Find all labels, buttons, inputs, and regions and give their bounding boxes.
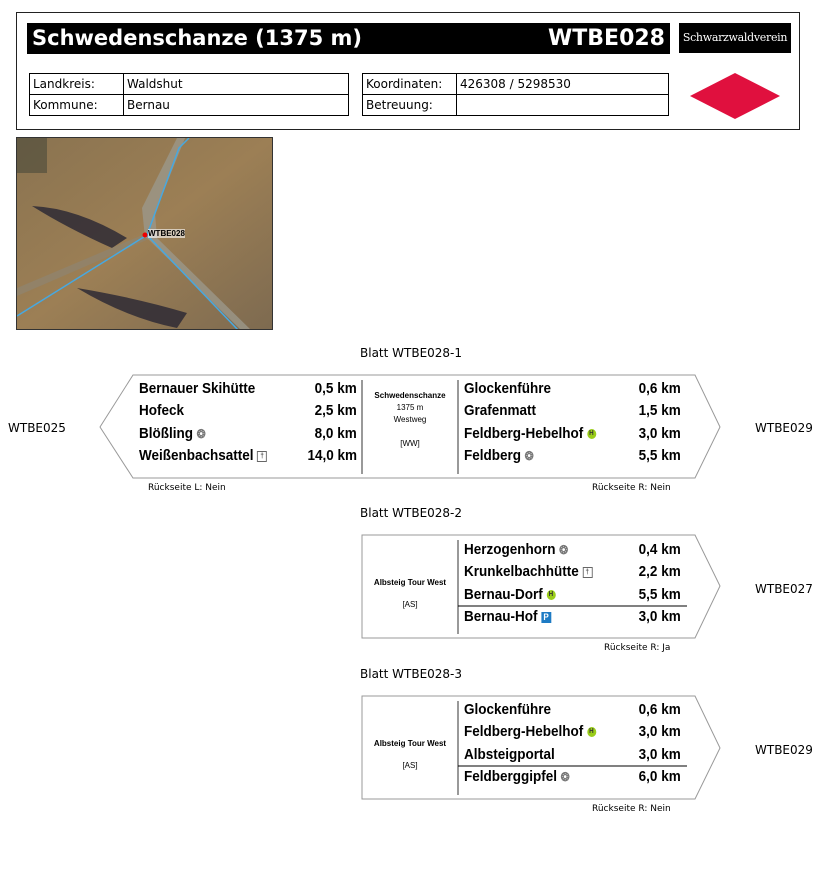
sign-center [364,577,456,611]
left-target: WTBE025 [8,421,66,435]
destination-name [464,402,536,420]
destination-distance: 5,5 km [638,447,681,465]
betreuung-label: Betreuung: [363,95,457,116]
destination-distance: 0,6 km [638,701,681,718]
bus-stop-icon: H [587,429,596,439]
destination-label: Krunkelbachhütte [464,563,579,581]
center-line: Albsteig Tour West [373,578,447,587]
landkreis-label: Landkreis: [30,74,124,95]
destination-name [139,380,255,398]
destination-distance: 8,0 km [314,424,357,442]
destination-name [464,746,555,764]
destination-distance: 3,0 km [638,424,681,442]
destination-name [464,723,596,741]
destination-name [464,380,551,398]
landkreis-value: Waldshut [124,74,349,95]
page-title: Schwedenschanze (1375 m) [32,26,363,50]
center-line: [AS] [402,761,418,770]
destination-distance: 0,6 km [638,380,681,397]
destination-label: Glockenführe [464,380,552,397]
destination-label: Weißenbachsattel [139,447,254,465]
destination-label: Feldberg-Hebelhof [464,424,584,442]
destination-label: Bernau-Dorf [464,585,543,603]
destination-name [139,425,206,443]
destination-distance: 1,5 km [638,402,681,420]
sign-center [364,738,456,772]
destination-label: Herzogenhorn [464,541,556,558]
map-marker-label: WTBE028 [148,229,185,238]
destination-name [139,402,184,420]
summit-icon: ❂ [196,426,206,441]
sign-center [364,390,456,450]
destination-distance: 14,0 km [307,447,357,465]
destination-name [464,768,570,786]
destination-name [464,586,555,604]
summit-icon: ❂ [524,449,534,464]
destination-distance: 0,5 km [314,380,357,397]
destination-name [464,541,568,559]
right-target: WTBE029 [755,421,813,435]
sheet-title: Blatt WTBE028-1 [360,346,463,360]
back-right: Rückseite R: Ja [604,643,671,653]
center-line: [AS] [402,600,418,609]
center-line: Schwedenschanze [374,391,446,400]
destination-label: Blößling [139,424,193,442]
destination-label: Glockenführe [464,701,552,718]
back-right: Rückseite R: Nein [592,483,671,493]
destination-label: Bernau-Hof [464,608,538,626]
back-right: Rückseite R: Nein [592,804,671,814]
right-target: WTBE029 [755,743,813,757]
right-target: WTBE027 [755,582,813,596]
sheet-title: Blatt WTBE028-3 [360,667,463,681]
summit-icon: ❂ [560,770,570,785]
destination-label: Albsteigportal [464,745,555,763]
destination-label: Grafenmatt [464,402,537,420]
destination-label: Feldberg-Hebelhof [464,723,584,741]
koordinaten-value: 426308 / 5298530 [457,74,669,95]
destination-distance: 3,0 km [638,608,681,626]
kommune-label: Kommune: [30,95,124,116]
destination-name [464,447,534,465]
destination-distance: 2,2 km [638,563,681,581]
parking-icon: P [541,612,551,623]
koordinaten-label: Koordinaten: [363,74,457,95]
center-line: [WW] [400,439,420,448]
destination-label: Feldberg [464,447,522,465]
restaurant-icon: † [582,567,592,578]
bus-stop-icon: H [546,590,555,600]
back-left: Rückseite L: Nein [148,483,226,493]
destination-name [464,608,551,626]
destination-distance: 3,0 km [638,723,681,741]
center-line: Albsteig Tour West [373,739,447,748]
destination-distance: 6,0 km [638,768,681,786]
sheet-title: Blatt WTBE028-2 [360,506,463,520]
center-line: 1375 m [396,403,424,412]
destination-label: Bernauer Skihütte [139,380,256,397]
location-code: WTBE028 [548,26,665,51]
bus-stop-icon: H [587,727,596,737]
schwarzwaldverein-logo: Schwarzwaldverein [679,23,791,53]
destination-distance: 2,5 km [314,402,357,420]
center-line: Westweg [393,415,427,424]
destination-distance: 0,4 km [638,541,681,558]
kommune-value: Bernau [124,95,349,116]
destination-distance: 5,5 km [638,585,681,603]
summit-icon: ❂ [559,543,569,558]
destination-name [464,425,596,443]
destination-name [139,447,267,465]
destination-label: Hofeck [139,402,185,420]
destination-name [464,563,592,581]
restaurant-icon: † [257,451,267,462]
destination-name [464,701,551,719]
destination-label: Feldberggipfel [464,768,558,786]
destination-distance: 3,0 km [638,745,681,763]
